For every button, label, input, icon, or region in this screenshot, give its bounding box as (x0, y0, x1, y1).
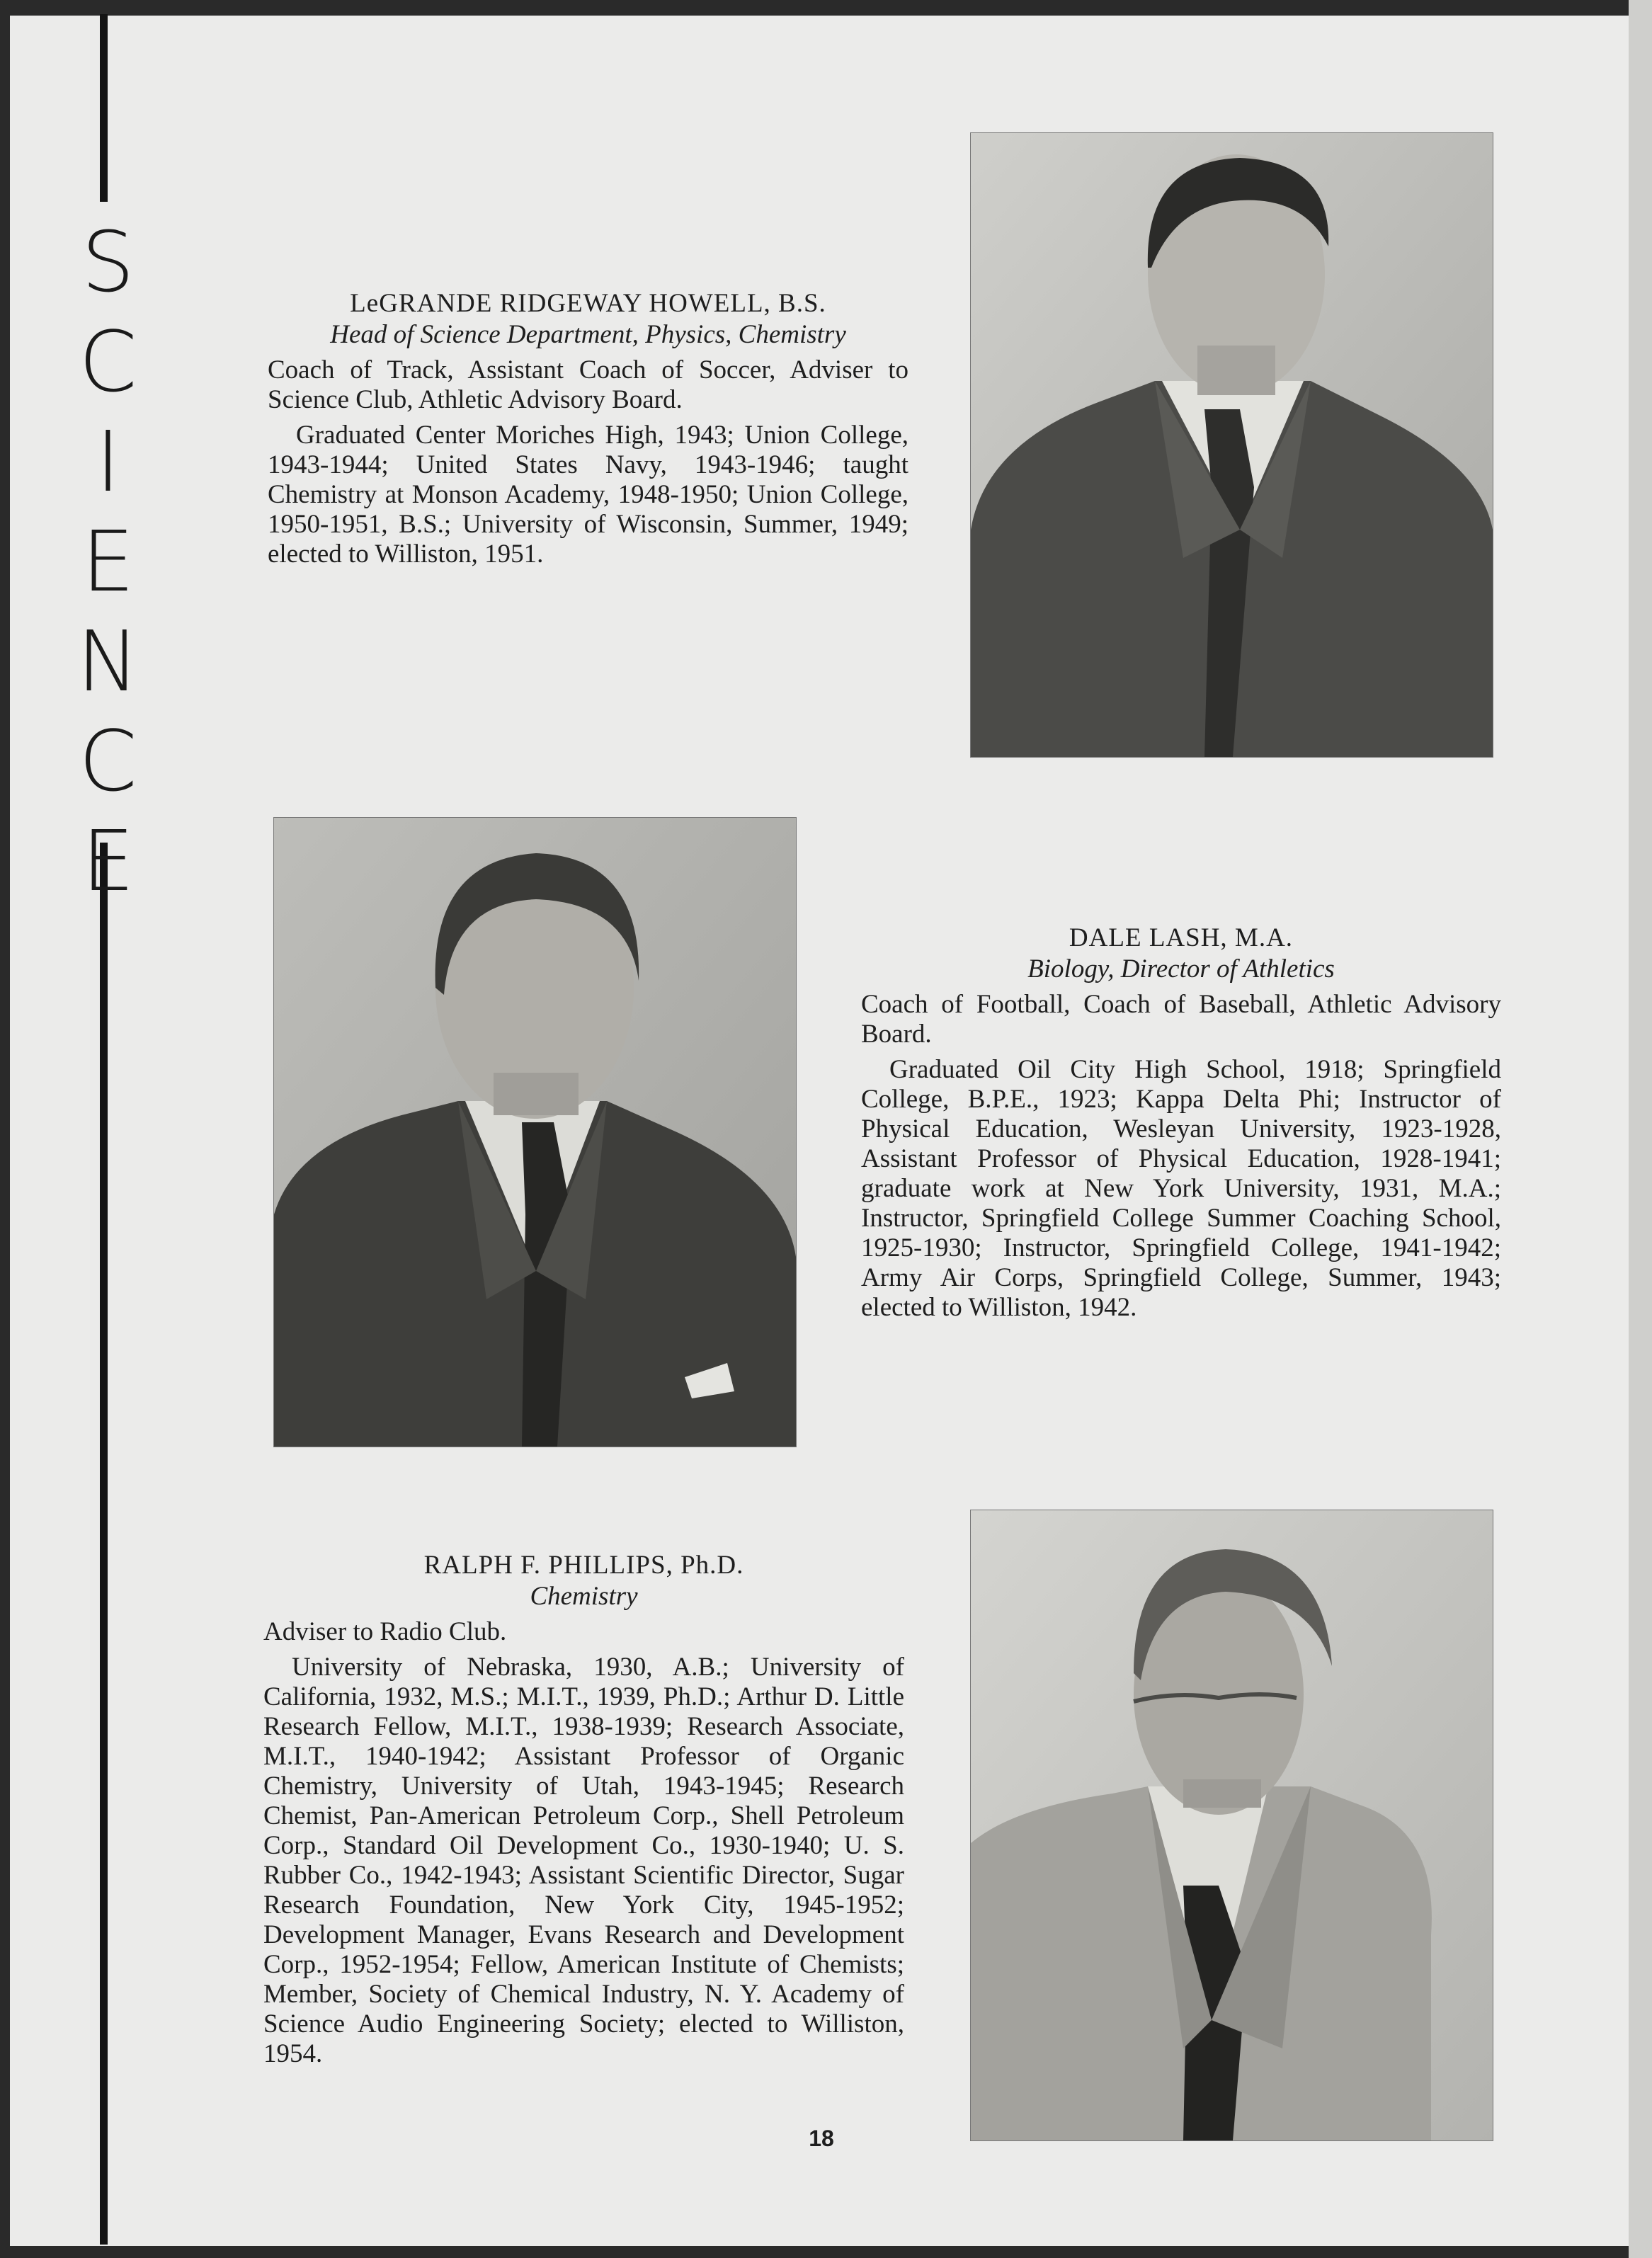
faculty-bio-phillips (263, 1551, 904, 2075)
faculty-history: Graduated Oil City High School, 1918; Springfield College, B.P.E., 1923; Kappa Delta Phi; Instructor of Physical Education, Wesleyan University, 1923-1928, Assistant Professor of Physical Education, 1928-1941; graduate work at New York University, 1931, M.A.; Instructor, Springfield College Summer Coaching School, 1925-1930; Instructor, Springfield College, 1941-1942; Army Air Corps, Springfield College, Summer, 1943; elected to Williston, 1942. (861, 1055, 1501, 1322)
heading-letter: C (79, 313, 137, 411)
heading-letter: E (81, 812, 135, 910)
portrait-image (971, 1510, 1493, 2140)
page-number: 18 (809, 2126, 834, 2151)
faculty-name: LeGRANDE RIDGEWAY HOWELL, B.S. (350, 289, 826, 318)
heading-letter: I (96, 413, 120, 511)
heading-letter: E (81, 513, 135, 610)
faculty-bio-lash (861, 923, 1501, 1328)
faculty-duties: Adviser to Radio Club. (263, 1617, 507, 1646)
faculty-duties: Coach of Track, Assistant Coach of Soccer, Adviser to Science Club, Athletic Advisory Board. (268, 355, 908, 414)
heading-letter: S (81, 213, 135, 311)
portrait-photo-phillips (970, 1510, 1493, 2141)
section-heading-science (67, 212, 149, 911)
portrait-image (274, 818, 796, 1447)
binding-edge (1629, 0, 1652, 2258)
faculty-history: Graduated Center Moriches High, 1943; Union College, 1943-1944; United States Navy, 1943-1946; taught Chemistry at Monson Academy, 1948-1950; Union College, 1950-1951, B.S.; University of Wisconsin, Summer, 1949; elected to Williston, 1951. (268, 421, 908, 569)
faculty-name: RALPH F. PHILLIPS, Ph.D. (423, 1551, 744, 1580)
faculty-title: Chemistry (530, 1582, 638, 1611)
vertical-rule-bottom (100, 843, 108, 2245)
faculty-bio-howell (268, 289, 908, 575)
heading-letter: N (76, 612, 139, 710)
heading-letter: C (79, 712, 137, 810)
portrait-photo-lash (273, 817, 797, 1447)
faculty-history: University of Nebraska, 1930, A.B.; University of California, 1932, M.S.; M.I.T., 1939, Ph.D.; Arthur D. Little Research Fellow, M.I.T., 1938-1939; Research Associate, M.I.T., 1940-1942; Assistant Professor of Organic Chemistry, University of Utah, 1943-1945; Research Chemist, Pan-American Petroleum Corp., Shell Petroleum Corp., Standard Oil Development Co., 1930-1940; U. S. Rubber Co., 1942-1943; Assistant Scientific Director, Sugar Research Foundation, New York City, 1945-1952; Development Manager, Evans Research and Development Corp., 1952-1954; Fellow, American Institute of Chemists; Member, Society of Chemical Industry, N. Y. Academy of Science Audio Engineering Society; elected to Williston, 1954. (263, 1653, 904, 2068)
portrait-image (971, 133, 1493, 757)
faculty-duties: Coach of Football, Coach of Baseball, Athletic Advisory Board. (861, 990, 1501, 1049)
faculty-name: DALE LASH, M.A. (1069, 923, 1294, 952)
portrait-photo-howell (970, 132, 1493, 758)
faculty-title: Head of Science Department, Physics, Chemistry (330, 320, 846, 349)
vertical-rule-top (100, 14, 108, 202)
faculty-title: Biology, Director of Athletics (1027, 954, 1335, 983)
